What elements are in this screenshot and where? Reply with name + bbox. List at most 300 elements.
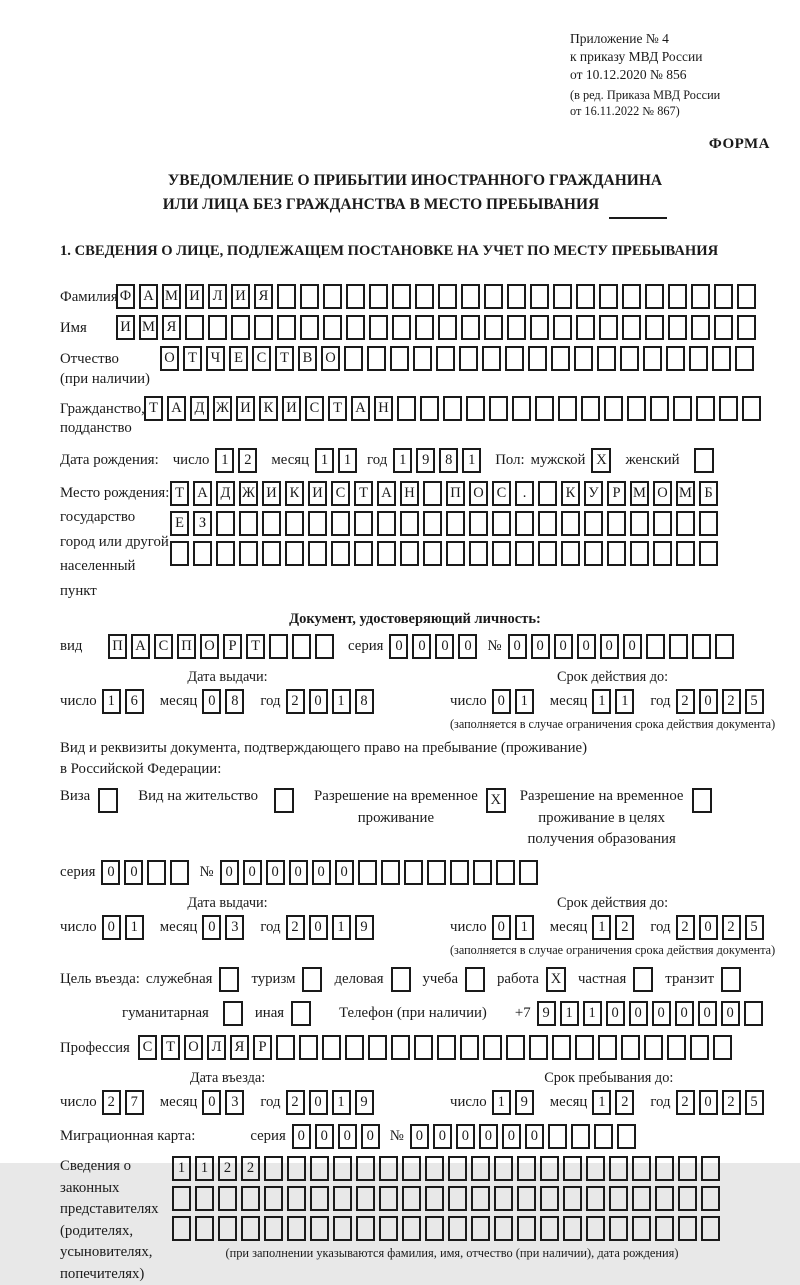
char-cell[interactable] [450,860,469,885]
char-cell[interactable] [218,1186,237,1211]
char-cell[interactable]: 0 [410,1124,429,1149]
char-cell[interactable]: 8 [439,448,458,473]
char-cell[interactable] [379,1216,398,1241]
char-cell[interactable]: 0 [389,634,408,659]
char-cell[interactable] [379,1186,398,1211]
char-cell[interactable]: 0 [458,634,477,659]
char-cell[interactable]: М [676,481,695,506]
char-cell[interactable] [195,1186,214,1211]
char-cell[interactable]: И [282,396,301,421]
char-cell[interactable] [367,346,386,371]
char-cell[interactable]: А [193,481,212,506]
char-cell[interactable] [333,1216,352,1241]
char-cell[interactable] [519,860,538,885]
char-cell[interactable] [512,396,531,421]
char-cell[interactable] [627,396,646,421]
char-cell[interactable] [653,541,672,566]
char-cell[interactable] [299,1035,318,1060]
char-cell[interactable] [392,315,411,340]
char-cell[interactable]: Л [208,284,227,309]
char-cell[interactable] [346,315,365,340]
char-cell[interactable] [437,1035,456,1060]
char-cell[interactable] [264,1156,283,1181]
char-cell[interactable] [699,511,718,536]
char-cell[interactable] [446,511,465,536]
char-cell[interactable]: 2 [238,448,257,473]
char-cell[interactable] [276,1035,295,1060]
gender-female-checkbox[interactable] [694,448,714,473]
char-cell[interactable] [333,1156,352,1181]
char-cell[interactable] [597,346,616,371]
char-cell[interactable] [471,1216,490,1241]
char-cell[interactable] [530,315,549,340]
char-cell[interactable] [239,511,258,536]
char-cell[interactable]: 0 [202,689,221,714]
char-cell[interactable]: П [446,481,465,506]
char-cell[interactable] [609,1156,628,1181]
char-cell[interactable] [277,284,296,309]
char-cell[interactable] [448,1186,467,1211]
char-cell[interactable]: 8 [225,689,244,714]
char-cell[interactable]: 0 [554,634,573,659]
char-cell[interactable] [558,396,577,421]
char-cell[interactable] [586,1216,605,1241]
char-cell[interactable] [575,1035,594,1060]
char-cell[interactable] [737,315,756,340]
char-cell[interactable]: . [515,481,534,506]
char-cell[interactable]: 5 [745,689,764,714]
char-cell[interactable] [561,541,580,566]
char-cell[interactable] [622,315,641,340]
char-cell[interactable] [377,541,396,566]
char-cell[interactable] [517,1186,536,1211]
char-cell[interactable]: 1 [592,689,611,714]
char-cell[interactable]: А [167,396,186,421]
char-cell[interactable]: К [561,481,580,506]
char-cell[interactable]: 0 [202,1090,221,1115]
char-cell[interactable]: 0 [338,1124,357,1149]
char-cell[interactable] [599,284,618,309]
char-cell[interactable] [400,511,419,536]
char-cell[interactable] [392,284,411,309]
char-cell[interactable] [515,541,534,566]
char-cell[interactable]: 0 [600,634,619,659]
char-cell[interactable]: 8 [355,689,374,714]
char-cell[interactable]: Я [230,1035,249,1060]
char-cell[interactable]: М [630,481,649,506]
char-cell[interactable] [415,284,434,309]
char-cell[interactable] [742,396,761,421]
char-cell[interactable]: 1 [332,1090,351,1115]
char-cell[interactable] [678,1186,697,1211]
char-cell[interactable] [563,1216,582,1241]
char-cell[interactable] [553,315,572,340]
char-cell[interactable]: 3 [225,915,244,940]
char-cell[interactable] [646,634,665,659]
char-cell[interactable] [170,541,189,566]
char-cell[interactable]: А [377,481,396,506]
char-cell[interactable]: 0 [243,860,262,885]
char-cell[interactable]: Т [170,481,189,506]
char-cell[interactable] [655,1186,674,1211]
purpose-business-checkbox[interactable] [391,967,411,992]
char-cell[interactable] [377,511,396,536]
char-cell[interactable] [482,346,501,371]
char-cell[interactable] [676,511,695,536]
purpose-transit-checkbox[interactable] [721,967,741,992]
char-cell[interactable]: 9 [355,915,374,940]
char-cell[interactable]: 0 [220,860,239,885]
char-cell[interactable] [473,860,492,885]
char-cell[interactable]: 0 [433,1124,452,1149]
char-cell[interactable]: 1 [315,448,334,473]
char-cell[interactable] [643,346,662,371]
char-cell[interactable] [461,315,480,340]
char-cell[interactable]: С [154,634,173,659]
char-cell[interactable] [538,511,557,536]
char-cell[interactable]: 2 [286,1090,305,1115]
char-cell[interactable] [264,1216,283,1241]
char-cell[interactable]: И [308,481,327,506]
char-cell[interactable]: Р [253,1035,272,1060]
char-cell[interactable] [414,1035,433,1060]
char-cell[interactable] [193,541,212,566]
char-cell[interactable] [369,315,388,340]
char-cell[interactable]: 0 [102,915,121,940]
char-cell[interactable]: 9 [537,1001,556,1026]
char-cell[interactable] [496,860,515,885]
char-cell[interactable]: 0 [721,1001,740,1026]
char-cell[interactable]: И [116,315,135,340]
char-cell[interactable]: 0 [309,689,328,714]
char-cell[interactable] [668,284,687,309]
char-cell[interactable] [529,1035,548,1060]
char-cell[interactable]: О [184,1035,203,1060]
char-cell[interactable] [358,860,377,885]
char-cell[interactable] [690,1035,709,1060]
char-cell[interactable]: 0 [492,915,511,940]
char-cell[interactable] [678,1216,697,1241]
char-cell[interactable] [147,860,166,885]
char-cell[interactable] [469,541,488,566]
char-cell[interactable] [285,511,304,536]
char-cell[interactable] [459,346,478,371]
char-cell[interactable]: П [177,634,196,659]
char-cell[interactable]: 9 [355,1090,374,1115]
purpose-work-checkbox[interactable]: X [546,967,566,992]
char-cell[interactable] [208,315,227,340]
char-cell[interactable] [507,284,526,309]
char-cell[interactable]: 0 [266,860,285,885]
char-cell[interactable] [505,346,524,371]
char-cell[interactable] [655,1156,674,1181]
char-cell[interactable]: 0 [101,860,120,885]
char-cell[interactable] [653,511,672,536]
char-cell[interactable] [553,284,572,309]
char-cell[interactable]: М [139,315,158,340]
char-cell[interactable]: 0 [202,915,221,940]
char-cell[interactable] [621,1035,640,1060]
char-cell[interactable] [586,1156,605,1181]
char-cell[interactable] [402,1156,421,1181]
char-cell[interactable] [264,1186,283,1211]
char-cell[interactable] [576,315,595,340]
char-cell[interactable]: Б [699,481,718,506]
char-cell[interactable] [548,1124,567,1149]
char-cell[interactable] [287,1186,306,1211]
purpose-study-checkbox[interactable] [465,967,485,992]
char-cell[interactable] [517,1216,536,1241]
char-cell[interactable] [561,511,580,536]
char-cell[interactable]: О [200,634,219,659]
char-cell[interactable]: 2 [722,689,741,714]
char-cell[interactable] [471,1186,490,1211]
char-cell[interactable] [528,346,547,371]
char-cell[interactable] [469,511,488,536]
char-cell[interactable]: 1 [215,448,234,473]
char-cell[interactable]: Л [207,1035,226,1060]
char-cell[interactable] [170,860,189,885]
char-cell[interactable] [356,1216,375,1241]
char-cell[interactable] [655,1216,674,1241]
char-cell[interactable]: 0 [315,1124,334,1149]
char-cell[interactable] [461,284,480,309]
char-cell[interactable] [466,396,485,421]
char-cell[interactable] [650,396,669,421]
char-cell[interactable] [689,346,708,371]
char-cell[interactable]: 1 [515,915,534,940]
char-cell[interactable] [400,541,419,566]
char-cell[interactable]: Е [170,511,189,536]
char-cell[interactable]: 9 [416,448,435,473]
char-cell[interactable] [701,1186,720,1211]
char-cell[interactable] [379,1156,398,1181]
char-cell[interactable] [696,396,715,421]
char-cell[interactable] [669,634,688,659]
char-cell[interactable]: О [653,481,672,506]
char-cell[interactable]: 6 [125,689,144,714]
char-cell[interactable] [489,396,508,421]
char-cell[interactable]: 2 [615,915,634,940]
char-cell[interactable] [216,511,235,536]
char-cell[interactable] [630,511,649,536]
char-cell[interactable]: Т [328,396,347,421]
char-cell[interactable] [368,1035,387,1060]
char-cell[interactable] [530,284,549,309]
char-cell[interactable] [287,1156,306,1181]
char-cell[interactable]: 0 [606,1001,625,1026]
char-cell[interactable]: 0 [531,634,550,659]
char-cell[interactable] [185,315,204,340]
char-cell[interactable]: М [162,284,181,309]
char-cell[interactable] [254,315,273,340]
char-cell[interactable]: 0 [312,860,331,885]
char-cell[interactable]: С [492,481,511,506]
char-cell[interactable] [714,315,733,340]
char-cell[interactable]: 0 [124,860,143,885]
char-cell[interactable]: Р [607,481,626,506]
char-cell[interactable] [506,1035,525,1060]
char-cell[interactable]: 2 [241,1156,260,1181]
char-cell[interactable] [390,346,409,371]
char-cell[interactable]: 0 [456,1124,475,1149]
char-cell[interactable]: З [193,511,212,536]
char-cell[interactable]: 1 [615,689,634,714]
purpose-tourism-checkbox[interactable] [302,967,322,992]
char-cell[interactable] [333,1186,352,1211]
char-cell[interactable]: 1 [332,915,351,940]
char-cell[interactable] [446,541,465,566]
char-cell[interactable] [331,511,350,536]
char-cell[interactable]: 0 [698,1001,717,1026]
char-cell[interactable] [300,284,319,309]
char-cell[interactable]: В [298,346,317,371]
char-cell[interactable]: Е [229,346,248,371]
char-cell[interactable]: 2 [286,689,305,714]
char-cell[interactable] [413,346,432,371]
char-cell[interactable]: П [108,634,127,659]
char-cell[interactable] [552,1035,571,1060]
char-cell[interactable]: 0 [629,1001,648,1026]
char-cell[interactable]: Д [216,481,235,506]
char-cell[interactable] [471,1156,490,1181]
char-cell[interactable]: Ф [116,284,135,309]
char-cell[interactable] [594,1124,613,1149]
char-cell[interactable] [712,346,731,371]
char-cell[interactable] [632,1186,651,1211]
char-cell[interactable] [540,1156,559,1181]
char-cell[interactable]: 1 [338,448,357,473]
char-cell[interactable] [402,1186,421,1211]
char-cell[interactable] [425,1216,444,1241]
char-cell[interactable]: 1 [195,1156,214,1181]
char-cell[interactable]: 1 [560,1001,579,1026]
char-cell[interactable] [443,396,462,421]
char-cell[interactable] [425,1186,444,1211]
char-cell[interactable]: 1 [592,915,611,940]
char-cell[interactable] [420,396,439,421]
char-cell[interactable]: И [236,396,255,421]
char-cell[interactable] [287,1216,306,1241]
temp-residence-edu-checkbox[interactable] [692,788,712,813]
char-cell[interactable] [494,1186,513,1211]
char-cell[interactable] [620,346,639,371]
char-cell[interactable]: 0 [675,1001,694,1026]
char-cell[interactable]: 0 [292,1124,311,1149]
char-cell[interactable]: 0 [623,634,642,659]
char-cell[interactable] [701,1216,720,1241]
char-cell[interactable] [262,541,281,566]
char-cell[interactable] [719,396,738,421]
char-cell[interactable] [354,541,373,566]
char-cell[interactable] [645,315,664,340]
char-cell[interactable] [673,396,692,421]
char-cell[interactable] [483,1035,502,1060]
purpose-other-checkbox[interactable] [291,1001,311,1026]
char-cell[interactable] [735,346,754,371]
char-cell[interactable] [356,1156,375,1181]
char-cell[interactable]: И [231,284,250,309]
char-cell[interactable]: Т [144,396,163,421]
char-cell[interactable]: С [331,481,350,506]
char-cell[interactable] [492,511,511,536]
char-cell[interactable]: Ж [213,396,232,421]
char-cell[interactable] [262,511,281,536]
char-cell[interactable] [691,284,710,309]
residence-permit-checkbox[interactable] [274,788,294,813]
char-cell[interactable] [369,284,388,309]
char-cell[interactable]: 2 [676,689,695,714]
char-cell[interactable] [310,1156,329,1181]
visa-checkbox[interactable] [98,788,118,813]
char-cell[interactable]: 0 [652,1001,671,1026]
char-cell[interactable] [678,1156,697,1181]
char-cell[interactable] [607,541,626,566]
char-cell[interactable] [292,634,311,659]
char-cell[interactable]: 0 [699,1090,718,1115]
char-cell[interactable] [604,396,623,421]
char-cell[interactable] [438,284,457,309]
gender-male-checkbox[interactable]: X [591,448,611,473]
char-cell[interactable] [448,1216,467,1241]
char-cell[interactable] [551,346,570,371]
char-cell[interactable] [172,1216,191,1241]
char-cell[interactable]: Н [400,481,419,506]
char-cell[interactable] [354,511,373,536]
char-cell[interactable] [617,1124,636,1149]
char-cell[interactable] [310,1186,329,1211]
char-cell[interactable] [310,1216,329,1241]
char-cell[interactable] [356,1186,375,1211]
char-cell[interactable] [484,284,503,309]
char-cell[interactable] [308,511,327,536]
char-cell[interactable] [644,1035,663,1060]
char-cell[interactable] [576,284,595,309]
char-cell[interactable]: У [584,481,603,506]
char-cell[interactable] [715,634,734,659]
char-cell[interactable] [676,541,695,566]
char-cell[interactable] [584,511,603,536]
char-cell[interactable] [323,315,342,340]
char-cell[interactable]: Н [374,396,393,421]
char-cell[interactable] [423,541,442,566]
char-cell[interactable] [609,1216,628,1241]
char-cell[interactable]: 0 [289,860,308,885]
char-cell[interactable] [277,315,296,340]
char-cell[interactable] [517,1156,536,1181]
char-cell[interactable] [668,315,687,340]
char-cell[interactable] [172,1186,191,1211]
char-cell[interactable] [241,1186,260,1211]
char-cell[interactable]: 7 [125,1090,144,1115]
char-cell[interactable]: И [262,481,281,506]
char-cell[interactable] [540,1186,559,1211]
char-cell[interactable]: 5 [745,1090,764,1115]
char-cell[interactable]: Т [246,634,265,659]
char-cell[interactable]: Т [275,346,294,371]
char-cell[interactable]: 0 [492,689,511,714]
char-cell[interactable] [344,346,363,371]
char-cell[interactable]: 0 [699,915,718,940]
char-cell[interactable] [438,315,457,340]
char-cell[interactable]: 1 [102,689,121,714]
temp-residence-checkbox[interactable]: X [486,788,506,813]
char-cell[interactable] [744,1001,763,1026]
char-cell[interactable] [492,541,511,566]
char-cell[interactable]: 5 [745,915,764,940]
char-cell[interactable] [584,541,603,566]
char-cell[interactable] [507,315,526,340]
